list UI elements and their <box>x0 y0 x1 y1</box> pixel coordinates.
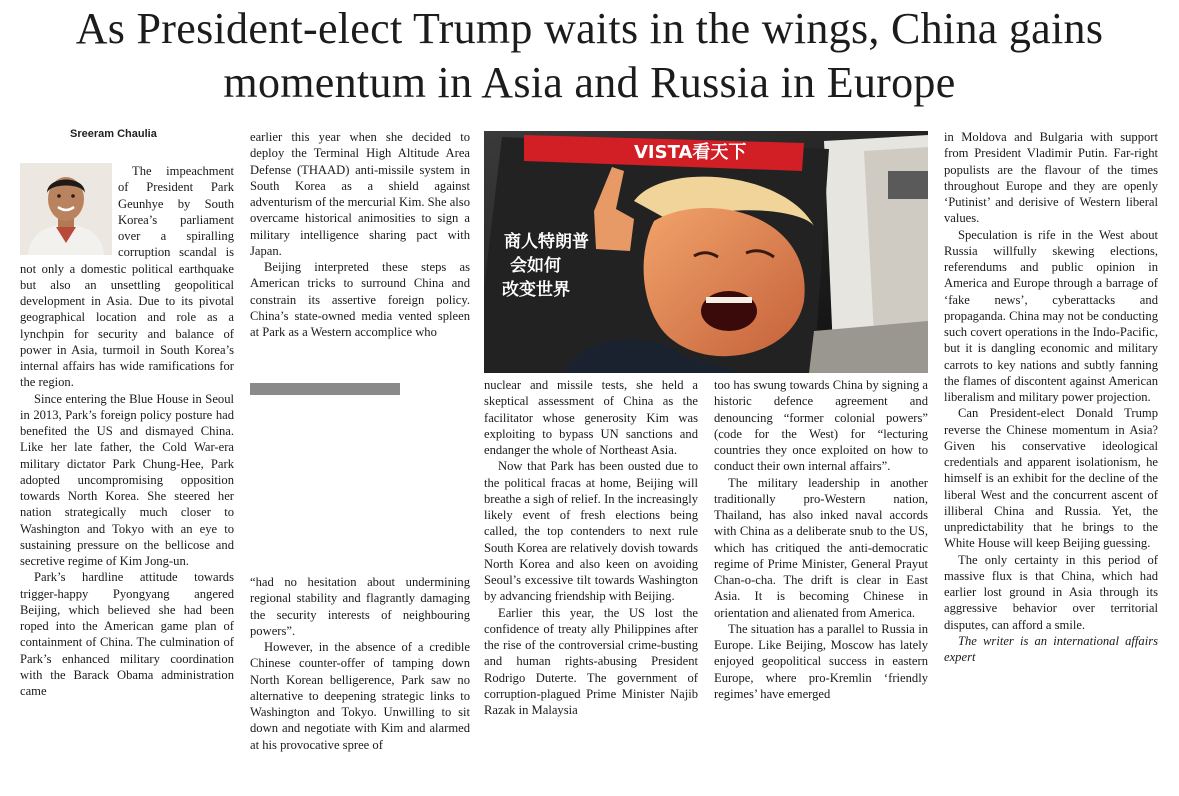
article-column-2-top <box>250 129 470 376</box>
photo-cover-line-2: 会如何 <box>510 256 561 276</box>
paragraph: earlier this year when she decided to deploy the Terminal High Altitude Area Defense (THAAD) anti-missile system in South Korea as a shield against adventurism of the mercurial Kim. She also overcame historical animosities to sign a military intelligence sharing pact with Japan. <box>250 130 470 258</box>
paragraph: nuclear and missile tests, she held a skeptical assessment of China as the facilitator whose generosity Kim was exploiting to bypass UN sanctions and endanger the whole of Northeast Asia. <box>484 378 698 457</box>
paragraph: Since entering the Blue House in Seoul in 2013, Park’s foreign policy posture had benefited the US and dismayed China. Like her late father, the Cold War-era military dictator Park Chung-Hee, Park adopted uncompromising opposition towards North Korea. She steered her nation strategically much closer to Washington and Tokyo with an eye to sustaining pressure on the bellicose and secretive regime of Kim Jong-un. <box>20 391 234 568</box>
paragraph: The military leadership in another traditionally pro-Western nation, Thailand, has also inked naval accords with China as a deliberate snub to the US, which has critiqued the anti-democratic regime of Prime Minister, General Prayut Chan-o-cha. The drift is clear in East Asia. It is becoming Chinese in orientation and alienated from America. <box>714 475 928 620</box>
paragraph: Now that Park has been ousted due to the political fracas at home, Beijing will breathe a sigh of relief. In the increasingly likely event of fresh elections being called, the top contenders to next rule South Korea are relatively dovish towards North Korea and also keen on avoiding Seoul’s excessive tilt towards Washington by advancing friendship with Beijing. <box>484 459 698 604</box>
paragraph: Park’s hardline attitude towards trigger-happy Pyongyang angered Beijing, which believed she had been roped into the American game plan of containment of China. The culmination of Park’s enhanced military coordination with the Barack Obama administration came <box>20 570 234 698</box>
paragraph: Speculation is rife in the West about Russia willfully skewing elections, referendums and public opinion in America and Europe through a barrage of ‘fake news’, cyberattacks and propaganda. China may not be conducting such covert operations in the Indo-Pacific, but it is dangling economic and military carrots to key nations and subtly fanning the flames of discontent against American liberalism and military power projection. <box>944 227 1158 404</box>
paragraph: Earlier this year, the US lost the confidence of treaty ally Philippines after the rise of the controversial crime-busting and human rights-abusing President Rodrigo Duterte. The government of corruption-plagued Prime Minister Najib Razak in Malaysia <box>484 605 698 717</box>
photo-masthead: VISTA看天下 <box>634 142 747 163</box>
article-column-2-bottom <box>250 574 470 794</box>
photo-cover-line-3: 改变世界 <box>502 280 570 300</box>
headline: As President-elect Trump waits in the wings, China gains momentum in Asia and Russia in Europe <box>75 4 1104 107</box>
paragraph: “had no hesitation about undermining regional stability and flagrantly damaging the security interests of neighbouring powers”. <box>250 575 470 638</box>
article-column-5 <box>944 129 1158 793</box>
pullquote-rule <box>250 383 400 395</box>
paragraph: Beijing interpreted these steps as American tricks to surround China and constrain its assertive foreign policy. China’s state-owned media vented spleen at Park as a Western accomplice who <box>250 260 470 339</box>
article-column-3 <box>484 377 698 793</box>
article-column-1 <box>20 163 234 793</box>
byline: Sreeram Chaulia <box>70 128 157 140</box>
paragraph: in Moldova and Bulgaria with support from President Vladimir Putin. Far-right populists are the flavour of the times throughout Europe and they are openly ‘Putinist’ and derisive of Western liberal values. <box>944 130 1158 226</box>
paragraph: too has swung towards China by signing a historic defence agreement and denouncing “former colonial powers” (code for the West) for “lecturing countries they once exploited on how to conduct their own internal affairs”. <box>714 378 928 474</box>
paragraph: The only certainty in this period of massive flux is that China, which had earlier lost ground in Asia through its aggressive behavior over territorial disputes, can afford a smile. <box>944 552 1158 632</box>
article-column-4 <box>714 377 928 793</box>
magazine-cover-photo-icon <box>484 131 928 373</box>
photo-cover-line-1: 商人特朗普 <box>504 232 589 252</box>
paragraph: The situation has a parallel to Russia in Europe. Like Beijing, Moscow has lately enjoyed geopolitical success in eastern Europe, where pro-Kremlin ‘friendly regimes’ have emerged <box>714 621 928 701</box>
author-portrait-icon <box>20 163 112 255</box>
paragraph: Can President-elect Donald Trump reverse the Chinese momentum in Asia? Given his conservative ideological credentials and apparent isolationism, he himself is an exhibit for the decline of the liberal West and the concurrent ascent of illiberal China and Russia. Yet, the unpredictability that he brings to the White House will keep Beijing guessing. <box>944 406 1158 551</box>
paragraph: The impeachment of President Park Geunhye by South Korea’s parliament over a spiralling corruption scandal is not only a domestic political earthquake but also an unsettling geopolitical development in Asia. Due to its pivotal geographical location and role as a lynchpin for security and balance of power in Asia, turmoil in South Korea’s internal affairs has wide ramifications for the region. <box>20 164 234 390</box>
paragraph: However, in the absence of a credible Chinese counter-offer of tamping down North Korean belligerence, Park saw no alternative to deepening strategic links to Washington and Tokyo. Unwilling to sit down and negotiate with Kim and alarmed at his provocative spree of <box>250 640 470 752</box>
author-tagline: The writer is an international affairs expert <box>944 633 1158 664</box>
